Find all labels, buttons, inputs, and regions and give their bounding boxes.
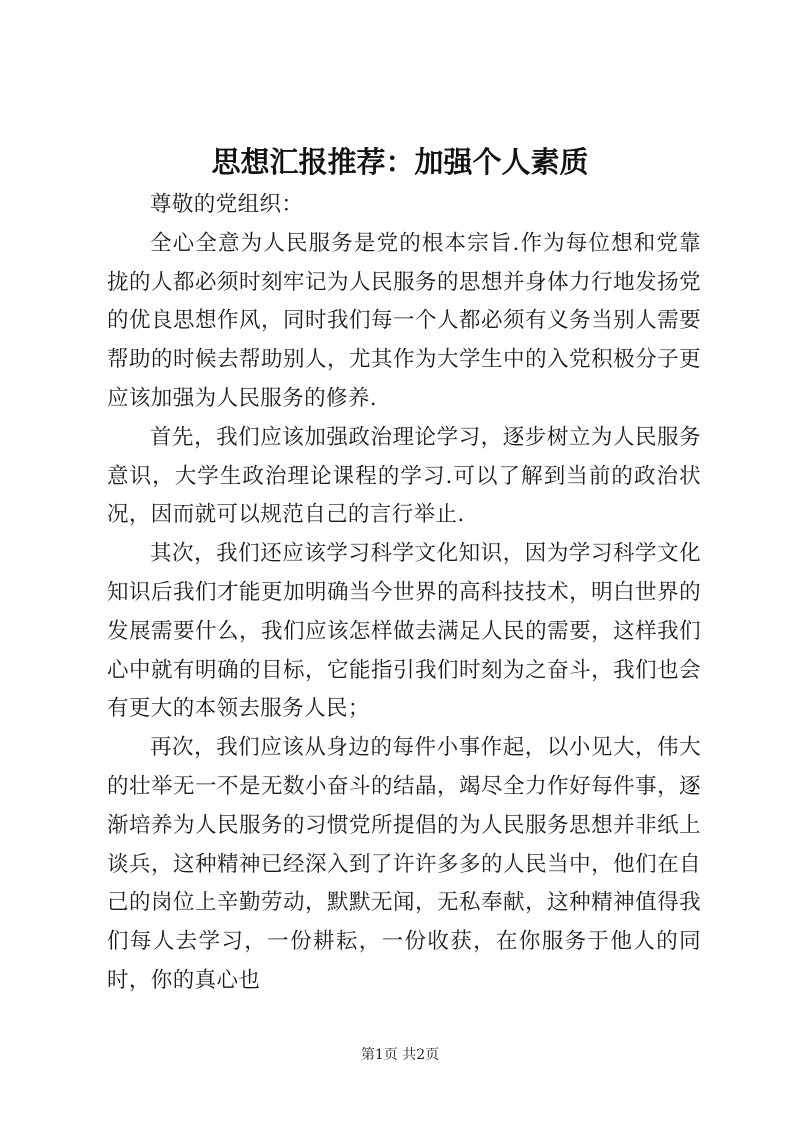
paragraph-4: 再次，我们应该从身边的每件小事作起，以小见大，伟大的壮举无一不是无数小奋斗的结晶，竭尽全力作好每件事，逐渐培养为人民服务的习惯党所提倡的为人民服务思想并非纸上谈兵，这种精神已经深入到了许许多多的人民当中，他们在自己的岗位上辛勤劳动，默默无闻，无私奉献，这种精神值得我们每人去学习，一份耕耘，一份收获，在你服务于他人的同时，你的真心也 — [107, 735, 701, 993]
paragraph-3: 其次，我们还应该学习科学文化知识，因为学习科学文化知识后我们才能更加明确当今世界的高科技技术，明白世界的发展需要什么，我们应该怎样做去满足人民的需要，这样我们心中就有明确的目标，它能指引我们时刻为之奋斗，我们也会有更大的本领去服务人民； — [107, 541, 701, 722]
page-number-footer: 第1页 共2页 — [360, 1047, 440, 1063]
salutation: 尊敬的党组织： — [150, 192, 304, 217]
paragraph-2: 首先，我们应该加强政治理论学习，逐步树立为人民服务意识，大学生政治理论课程的学习.可以了解到当前的政治状况，因而就可以规范自己的言行举止. — [107, 424, 701, 528]
document-body — [107, 186, 701, 1001]
document-title: 思想汇报推荐：加强个人素质 — [211, 145, 589, 179]
paragraph-1: 全心全意为人民服务是党的根本宗旨.作为每位想和党靠拢的人都必须时刻牢记为人民服务的思想并身体力行地发扬党的优良思想作风，同时我们每一个人都必须有义务当别人需要帮助的时候去帮助别人，尤其作为大学生中的入党积极分子更应该加强为人民服务的修养. — [107, 230, 701, 411]
